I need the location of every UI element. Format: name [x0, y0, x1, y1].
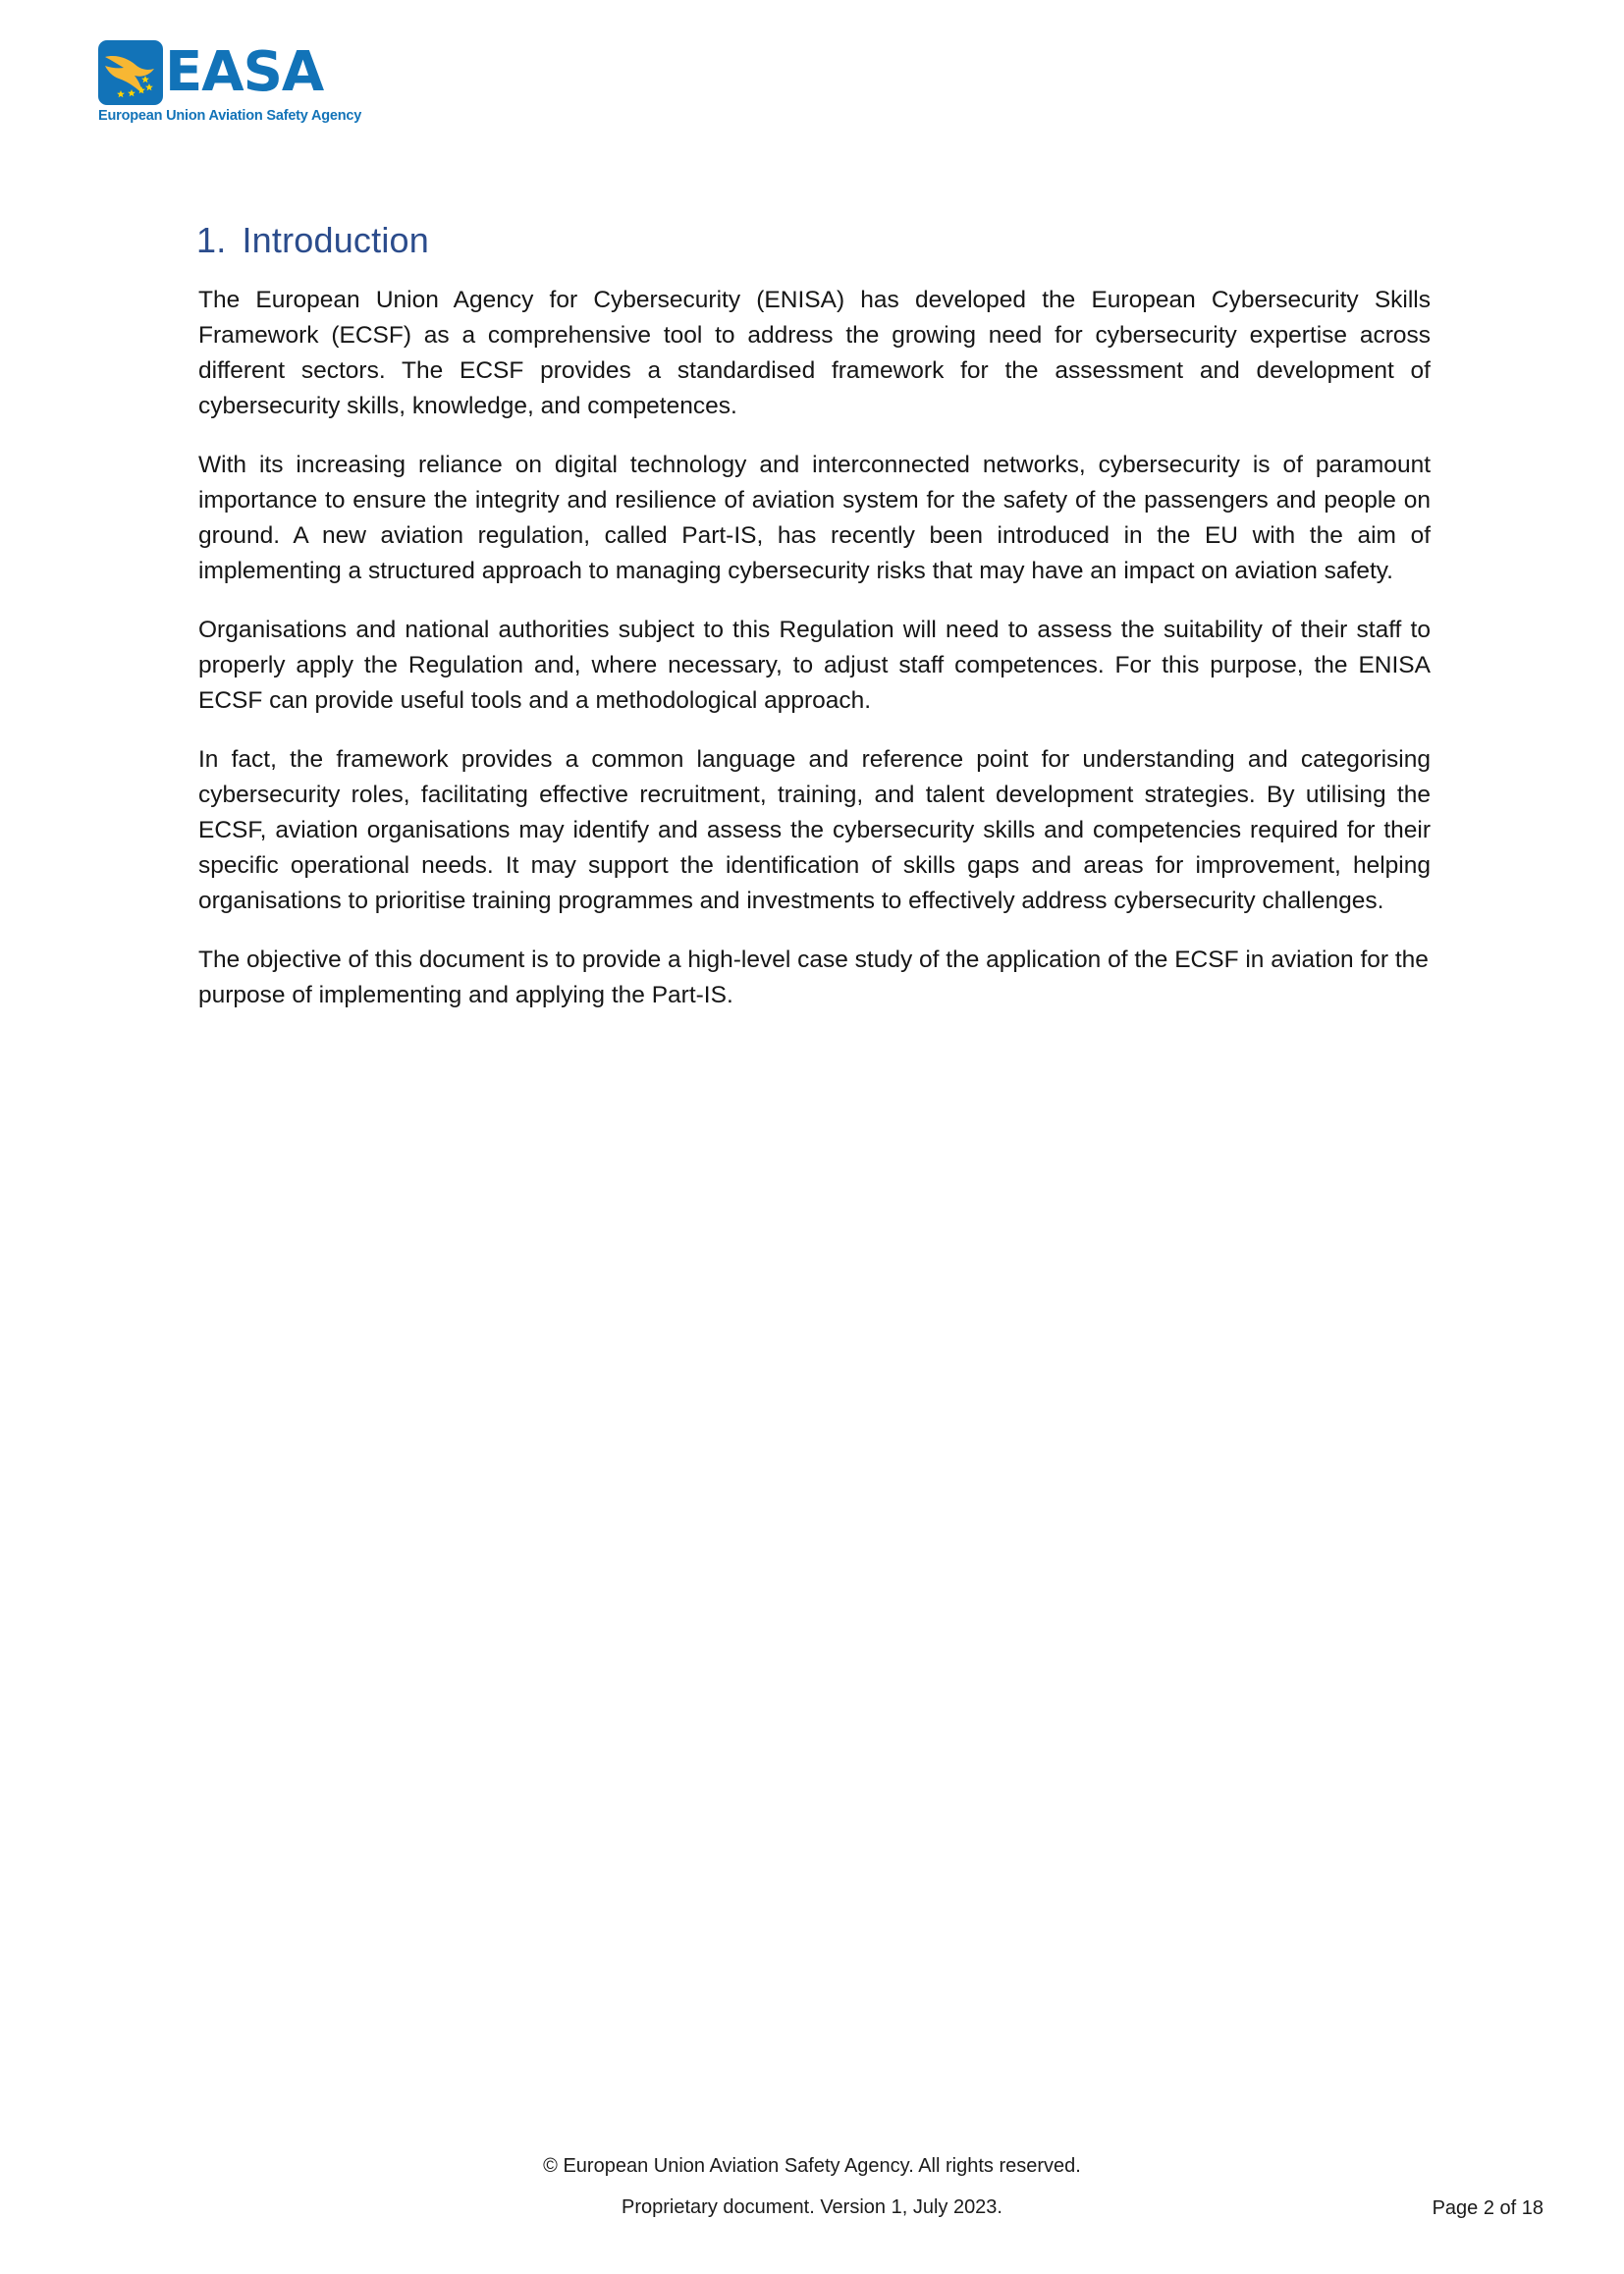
footer-proprietary: Proprietary document. Version 1, July 2023. — [622, 2196, 1002, 2218]
section-number: 1. — [196, 220, 227, 261]
logo-row — [98, 39, 363, 106]
paragraph-3: Organisations and national authorities subject to this Regulation will need to assess the suitability of their staff to properly apply the Regulation and, where necessary, to adjust staff competences. For this purpose, the ENISA ECSF can provide useful tools and a methodological approach. — [198, 617, 1431, 714]
easa-wordmark: EASA — [165, 40, 324, 104]
page-footer — [0, 2145, 1624, 2228]
paragraph-1: The European Union Agency for Cybersecurity (ENISA) has developed the European Cybersecurity Skills Framework (ECSF) as a comprehensive tool to address the growing need for cybersecurity expertise across different sectors. The ECSF provides a standardised framework for the assessment and development of cybersecurity skills, knowledge, and competences. — [198, 287, 1431, 419]
footer-copyright: © European Union Aviation Safety Agency. All rights reserved. — [543, 2155, 1081, 2177]
paragraph-2: With its increasing reliance on digital technology and interconnected networks, cybersecurity is of paramount importance to ensure the integrity and resilience of aviation system for the safety of the passengers and people on ground. A new aviation regulation, called Part-IS, has recently been introduced in the EU with the aim of implementing a structured approach to managing cybersecurity risks that may have an impact on aviation safety. — [198, 452, 1431, 584]
body-content — [198, 283, 1431, 1013]
easa-bird-stars-logo-icon — [98, 40, 163, 105]
page-number: Page 2 of 18 — [1432, 2197, 1543, 2219]
paragraph-4: In fact, the framework provides a common language and reference point for understanding and categorising cybersecurity roles, facilitating effective recruitment, training, and talent development strategies. By utilising the ECSF, aviation organisations may identify and assess the cybersecurity skills and competencies required for their specific operational needs. It may support the identification of skills gaps and areas for improvement, helping organisations to prioritise training programmes and investments to effectively address cybersecurity challenges. — [198, 746, 1431, 914]
easa-logo — [98, 39, 363, 152]
paragraph-5: The objective of this document is to provide a high-level case study of the application of the ECSF in aviation for the purpose of implementing and applying the Part-IS. — [198, 947, 1429, 1008]
easa-tagline: European Union Aviation Safety Agency — [98, 108, 362, 124]
page-title — [196, 220, 429, 261]
section-title: Introduction — [242, 220, 429, 261]
